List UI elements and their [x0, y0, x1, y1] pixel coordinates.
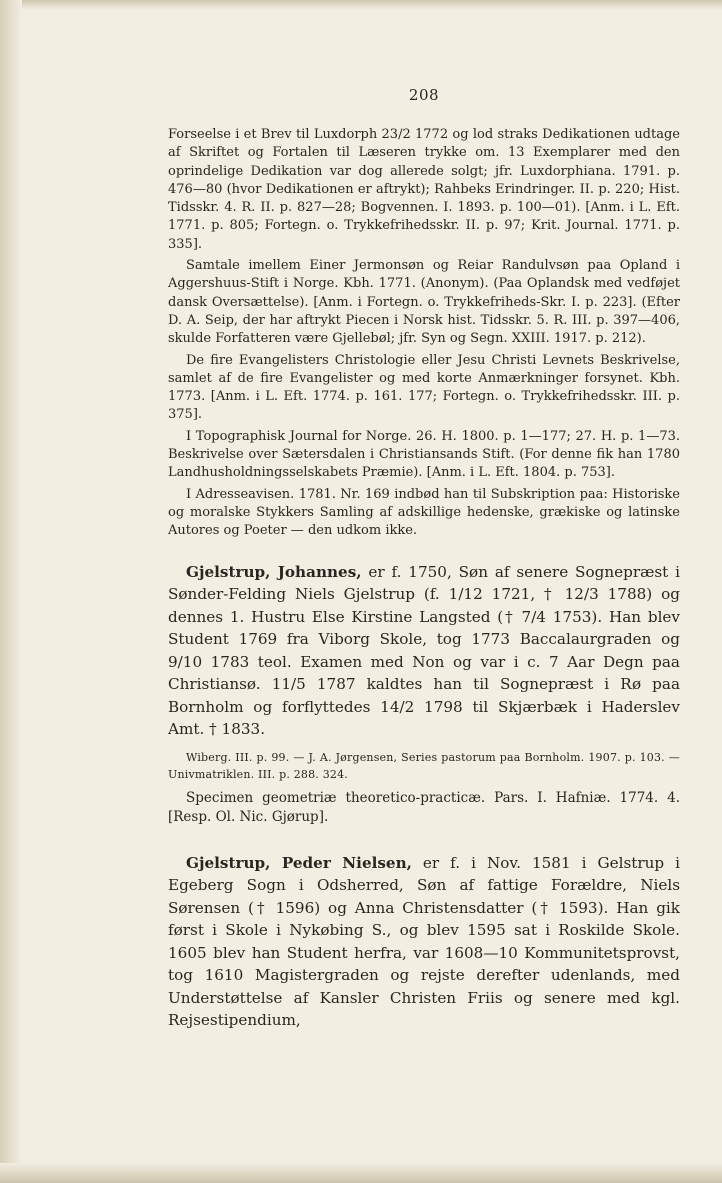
entry-gjelstrup-johannes: [168, 561, 680, 741]
entry-name: Gjelstrup, Johannes,: [186, 562, 362, 581]
page-content: [168, 86, 680, 1032]
paragraph-topographisk: I Topographisk Journal for Norge. 26. H. 1800. p. 1—177; 27. H. p. 1—73. Beskrivelse over Sætersdalen i Christiansands Stift. (For denne fik han 1780 Landhusholdningsselskabets Præmie). [Anm. i L. Eft. 1804. p. 753].: [168, 428, 680, 481]
entry-references: Wiberg. III. p. 99. — J. A. Jørgensen, Series pastorum paa Bornholm. 1907. p. 103. — Univmatriklen. III. p. 288. 324.: [168, 750, 680, 781]
entry-specimen: Specimen geometriæ theoretico-practicæ. Pars. I. Hafniæ. 1774. 4. [Resp. Ol. Nic. Gjørup].: [168, 789, 680, 826]
entry-name: Gjelstrup, Peder Nielsen,: [186, 853, 412, 872]
entry-gjelstrup-peder: [168, 852, 680, 1032]
page-edge-left: [0, 0, 22, 1183]
paragraph-adresseavisen: I Adresseavisen. 1781. Nr. 169 indbød han til Subskription paa: Historiske og moralske Stykkers Samling af adskillige hedenske, grækiske og latinske Autores og Poeter — den udkom ikke.: [168, 486, 680, 539]
paragraph-samtale: Samtale imellem Einer Jermonsøn og Reiar Randulvsøn paa Opland i Aggershuus-Stift i Norge. Kbh. 1771. (Anonym). (Paa Oplandsk med vedføjet dansk Oversættelse). [Anm. i Fortegn. o. Trykkefriheds-Skr. I. p. 223]. (Efter D. A. Seip, der har aftrykt Piecen i Norsk hist. Tidsskr. 5. R. III. p. 397—406, skulde Forfatteren være Gjellebøl; jfr. Syn og Segn. XXIII. 1917. p. 212).: [168, 258, 680, 347]
paragraph-evangelisters: De fire Evangelisters Christologie eller Jesu Christi Levnets Beskrivelse, samlet af de fire Evangelister og med korte Anmærkninger forsynet. Kbh. 1773. [Anm. i L. Eft. 1774. p. 161. 177; Fortegn. o. Trykkefrihedsskr. III. p. 375].: [168, 352, 680, 423]
entry-text: er f. 1750, Søn af senere Sognepræst i Sønder-Felding Niels Gjelstrup (f. 1/12 1721, † 12/3 1788) og dennes 1. Hustru Else Kirstine Langsted († 7/4 1753). Han blev Student 1769 fra Viborg Skole, tog 1773 Baccalaurgraden og 9/10 1783 teol. Examen med Non og var i c. 7 Aar Degn paa Christiansø. 11/5 1787 kaldtes han til Sognepræst i Rø paa Bornholm og forflyttedes 14/2 1798 til Skjærbæk i Haderslev Amt. † 1833.: [168, 562, 680, 739]
paragraph-continuation: Forseelse i et Brev til Luxdorph 23/2 1772 og lod straks Dedikationen udtage af Skriftet og Fortalen til Læseren trykke om. 13 Exemplarer med den oprindelige Dedikation var dog allerede solgt; jfr. Luxdorphiana. 1791. p. 476—80 (hvor Dedikationen er aftrykt); Rahbeks Erindringer. II. p. 220; Hist. Tidsskr. 4. R. II. p. 827—28; Bogvennen. I. 1893. p. 100—01). [Anm. i L. Eft. 1771. p. 805; Fortegn. o. Trykkefrihedsskr. II. p. 97; Krit. Journal. 1771. p. 335].: [168, 127, 680, 252]
page-edge-bottom: [0, 1163, 722, 1183]
entry-text: er f. i Nov. 1581 i Gelstrup i Egeberg Sogn i Odsherred, Søn af fattige Forældre, Niels Sørensen († 1596) og Anna Christensdatter († 1593). Han gik først i Skole i Nykøbing S., og blev 1595 sat i Roskilde Skole. 1605 blev han Student herfra, var 1608—10 Kommunitetsprovst, tog 1610 Magistergraden og rejste derefter udenlands, med Understøttelse af Kansler Christen Friis og senere med kgl. Rejsestipendium,: [168, 853, 680, 1030]
page-number: 208: [408, 86, 440, 104]
page-edge-top: [0, 0, 722, 10]
